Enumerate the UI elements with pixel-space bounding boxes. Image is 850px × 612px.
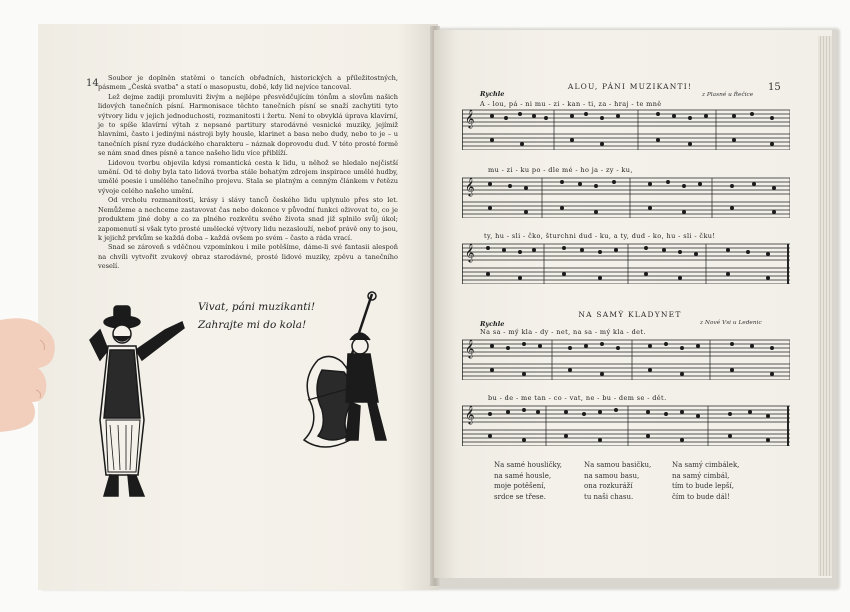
song2-tempo: Rychle <box>480 320 505 328</box>
left-page-text <box>98 74 398 272</box>
song2-staff-1 <box>462 336 790 380</box>
verse-1-line-3: moje potěšení, <box>494 482 546 490</box>
song2-lyric-2: bu - de - me tan - co - vat, ne - bu - dem se - dět. <box>488 394 667 402</box>
song1-staff-2 <box>462 174 790 218</box>
svg-text:𝄞: 𝄞 <box>465 109 475 128</box>
verse-2-line-4: tu naši chasu. <box>584 492 634 501</box>
song1-origin: z Plasné u Řečice <box>702 92 754 98</box>
song1-title: ALOU, PÁNI MUZIKANTI! <box>567 82 693 91</box>
song2-title: NA SAMÝ KLADYNET <box>578 310 682 319</box>
paragraph-3: Lidovou tvorbu objevila kdysi romantická cesta k lidu, u něhož se hledalo nejčistší umění. Od té doby byla tato lidová tvorba stále bohatým zdrojem inspirace umělé hudby, umělé poesie i umělého tanečního projevu. Stala se platným a cenným článkem v řetězu vývoje celého našeho umění. <box>98 158 398 195</box>
left-page-number: 14 <box>86 78 99 89</box>
song1-lyric-2: mu - zi - ku po - dle mé - ho ja - zy - ku, <box>488 166 633 174</box>
paragraph-5: Snad se zároveň s vděčnou vzpomínkou i mile potěšíme, dáme-li své fantasii alespoň na chvíli vytvořit zvukový obraz starodávné, prosté lidové muziky, zpěvu a tanečního veselí. <box>98 243 398 271</box>
song2-staff-2 <box>462 402 790 446</box>
verse-3-line-1: Na samý cimbálek, <box>672 461 740 469</box>
page-edges <box>818 36 832 576</box>
right-page-number: 15 <box>768 82 781 93</box>
song1-staff-1 <box>462 106 790 150</box>
verse-3 <box>672 460 739 502</box>
verse-3-line-2: na samý cimbál, <box>672 471 730 480</box>
verse-2 <box>584 460 651 502</box>
bass-player-illustration <box>288 290 398 460</box>
paragraph-4: Od vrcholu rozmanitosti, krásy i slávy tanců českého lidu uplynulo přes sto let. Nemůžeme a nechceme zastavovat čas nebo dokonce v původní funkci oživovat to, co je produktem jiné doby a co za plného rozkvětu svého života snad již splnilo svůj úkol; zapomenutí si však tyto prosté umělecké výtvory lidu nezaslouží, neboť právě ony to jsou, k jejichž prvkům se každá doba – každá ovšem po svém – často a ráda vrací. <box>98 196 398 242</box>
song1-lyric-3: ty, hu - sli - čko, šturchni dud - ku, a ty, dud - ko, hu - sli - čku! <box>484 232 716 240</box>
svg-text:𝄞: 𝄞 <box>465 243 475 262</box>
verse-2-line-1: Na samou basičku, <box>584 461 652 469</box>
song2-lyric-1: Na sa - mý kla - dy - net, na sa - mý kla - det. <box>480 328 646 336</box>
verse-1-line-2: na samé housle, <box>494 471 552 480</box>
caption-line-1: Vivat, páni muzikanti! <box>198 301 316 313</box>
caption-line-2: Zahrajte mi do kola! <box>198 319 307 331</box>
verse-1-line-4: srdce se třese. <box>494 492 546 501</box>
paragraph-1: Soubor je doplněn statěmi o tancích obřadních, historických a příležitostných, pásmem „Česká svatba" a statí o masopustu, době, kdy lid nejvíce tancoval. <box>98 74 398 92</box>
verse-2-line-3: ona rozkuráží <box>584 482 633 490</box>
dancing-peasant-illustration <box>70 300 200 510</box>
verse-1-line-1: Na samé housličky, <box>494 461 563 469</box>
verse-2-line-2: na samou basu, <box>584 471 640 480</box>
song1-lyric-1: A - lou, pá - ni mu - zi - kan - ti, za - hraj - te mně <box>480 100 662 108</box>
verse-1 <box>494 460 562 502</box>
verse-3-line-3: tím to bude lepší, <box>672 482 734 490</box>
song1-staff-3 <box>462 240 790 284</box>
verse-3-line-4: čím to bude dál! <box>672 492 730 501</box>
song1-tempo: Rychle <box>480 90 505 98</box>
song2-origin: z Nové Vsi u Ledenic <box>700 320 762 326</box>
svg-text:𝄞: 𝄞 <box>465 339 475 358</box>
hand-holding-book-icon <box>0 300 60 450</box>
paragraph-2: Lež dejme zadiji promluviti živým a nejlépe přesvědčujícím tónům a slovům našich lidových tanečních písní. Harmonisace těchto tanečních písní se snaží zachytiti tyto výtvory lidu v jejich jednoduchosti, rozmanitosti i žertu. Není to obvyklá úprava klavírní, je to spíše klavírní výtah z nepsané partitury starodávné vesnické muziky, jejímiž hlavními, často i jedinými nástroji byly housle, klarinet a basa nebo dudy, nebo to je – u tanečních písní ryze dudáckého charakteru – náznak doprovodu dud. V této prosté formě se nám snad dnes písně a tance našeho lidu více přiblíží. <box>98 92 398 158</box>
svg-text:𝄞: 𝄞 <box>465 177 475 196</box>
svg-text:𝄞: 𝄞 <box>465 405 475 424</box>
